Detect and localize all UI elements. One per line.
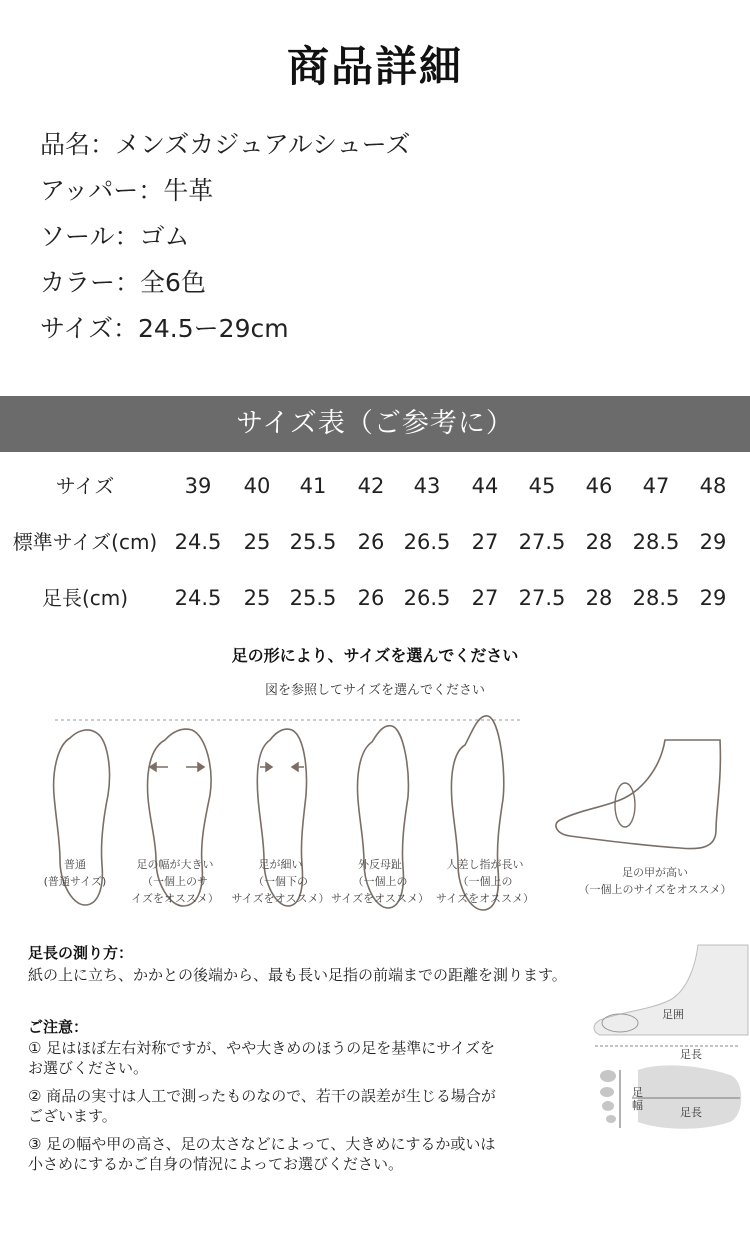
foot-shape-subtitle: 図を参照してサイズを選んでください bbox=[265, 683, 485, 698]
label-length-bottom: 足長 bbox=[680, 1106, 702, 1119]
size-table bbox=[0, 458, 750, 626]
size-cell: 26 bbox=[357, 586, 385, 610]
caption-bunion: 外反母趾 （一個上の サイズをオススメ） bbox=[330, 858, 429, 905]
toe-print-2 bbox=[600, 1087, 614, 1097]
caption-wide: 足の幅が大きい （一個上のサ イズをオススメ） bbox=[131, 858, 219, 905]
size-cell: 25 bbox=[243, 586, 271, 610]
narrow-arrowhead-left bbox=[266, 763, 272, 771]
size-row-size bbox=[0, 458, 750, 514]
size-cell: 27.5 bbox=[518, 586, 566, 610]
spec-size: サイズ：24.5ー29cm bbox=[40, 314, 289, 343]
size-cell: 26 bbox=[357, 530, 385, 554]
page-title: 商品詳細 bbox=[286, 42, 463, 91]
size-cell: 29 bbox=[699, 586, 727, 610]
narrow-arrowhead-right bbox=[292, 763, 298, 771]
size-cell: 42 bbox=[357, 474, 385, 498]
size-chart-banner: サイズ表（ご参考に） bbox=[0, 396, 750, 452]
caption-high-instep: 足の甲が高い （一個上のサイズをオススメ） bbox=[578, 866, 732, 896]
size-cell: 25.5 bbox=[289, 530, 337, 554]
spec-upper: アッパー：牛革 bbox=[40, 176, 214, 205]
wide-arrowhead-right bbox=[198, 763, 204, 771]
spec-sole: ソール：ゴム bbox=[40, 222, 190, 251]
caption-normal: 普通 (普通サイズ) bbox=[43, 858, 107, 888]
size-row-label: サイズ bbox=[55, 474, 115, 498]
size-cell: 46 bbox=[585, 474, 613, 498]
size-cell: 27.5 bbox=[518, 530, 566, 554]
size-cell: 41 bbox=[299, 474, 327, 498]
spec-name: 品名：メンズカジュアルシューズ bbox=[40, 130, 411, 159]
label-girth: 足囲 bbox=[662, 1008, 684, 1021]
size-cell: 28 bbox=[585, 530, 613, 554]
size-row-label: 足長(cm) bbox=[41, 586, 129, 610]
wide-arrowhead-left bbox=[150, 763, 156, 771]
size-cell: 25 bbox=[243, 530, 271, 554]
size-row-standard bbox=[0, 514, 750, 570]
caption-narrow: 足が細い （一個下の サイズをオススメ） bbox=[231, 858, 330, 905]
note-3: ③ 足の幅や甲の高さ、足の太さなどによって、大きめにするか或いは 小さめにするかご自身の情況によってお選びください。 bbox=[28, 1135, 496, 1173]
size-cell: 27 bbox=[471, 530, 499, 554]
size-cell: 45 bbox=[528, 474, 556, 498]
toe-print-1 bbox=[600, 1070, 616, 1082]
spec-color: カラー：全6色 bbox=[40, 268, 206, 297]
size-cell: 39 bbox=[184, 474, 212, 498]
foot-high-instep-outline bbox=[556, 740, 720, 849]
size-cell: 24.5 bbox=[174, 586, 222, 610]
measurement-title: 足長の測り方： bbox=[28, 944, 134, 962]
spec-list bbox=[40, 122, 410, 352]
foot-shape-title: 足の形により、サイズを選んでください bbox=[231, 646, 519, 665]
size-cell: 43 bbox=[413, 474, 441, 498]
size-cell: 48 bbox=[699, 474, 727, 498]
label-width: 足幅 bbox=[632, 1086, 643, 1112]
foot-measure-illustration bbox=[580, 940, 750, 1180]
size-cell: 28.5 bbox=[632, 530, 680, 554]
size-cell: 28 bbox=[585, 586, 613, 610]
size-cell: 29 bbox=[699, 530, 727, 554]
measurement-text: 紙の上に立ち、かかとの後端から、最も長い足指の前端までの距離を測ります。 bbox=[28, 966, 567, 984]
foot-measure-diagram bbox=[580, 940, 750, 1180]
size-cell: 27 bbox=[471, 586, 499, 610]
caption-long-toe: 人差し指が長い （一個上の サイズをオススメ） bbox=[435, 858, 534, 905]
notes-title: ご注意： bbox=[28, 1018, 89, 1036]
size-cell: 28.5 bbox=[632, 586, 680, 610]
size-cell: 44 bbox=[471, 474, 499, 498]
size-cell: 25.5 bbox=[289, 586, 337, 610]
size-cell: 26.5 bbox=[403, 530, 451, 554]
size-row-label: 標準サイズ(cm) bbox=[12, 530, 158, 554]
note-2: ② 商品の実寸は人工で測ったものなので、若干の誤差が生じる場合が ございます。 bbox=[28, 1087, 496, 1125]
toe-print-4 bbox=[606, 1115, 616, 1123]
size-cell: 47 bbox=[642, 474, 670, 498]
toe-print-3 bbox=[602, 1101, 614, 1111]
size-cell: 24.5 bbox=[174, 530, 222, 554]
size-cell: 40 bbox=[243, 474, 271, 498]
label-length-side: 足長 bbox=[680, 1048, 702, 1061]
note-1: ① 足はほぼ左右対称ですが、やや大きめのほうの足を基準にサイズを お選びください。 bbox=[28, 1039, 496, 1077]
size-row-foot-length bbox=[0, 570, 750, 626]
instep-ring bbox=[615, 783, 635, 827]
size-cell: 26.5 bbox=[403, 586, 451, 610]
